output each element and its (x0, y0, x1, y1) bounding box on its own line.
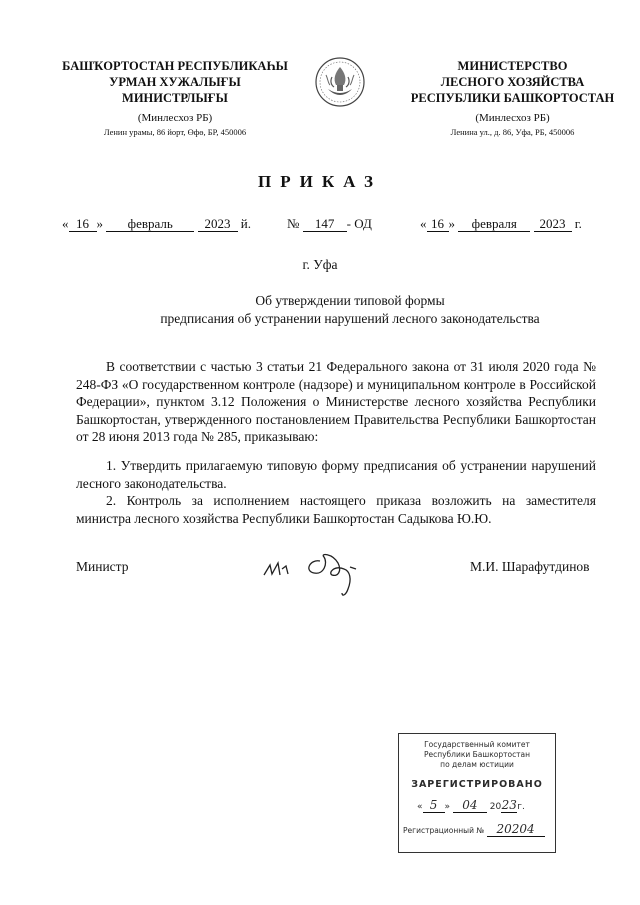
org-abbr-ru: (Минлесхоз РБ) (475, 112, 550, 124)
order-item-2: 2. Контроль за исполнением настоящего приказа возложить на заместителя министра лесного хозяйства Республики Башкортостан Садыкова Ю.Ю. (76, 493, 596, 526)
order-number-suffix: - ОД (346, 216, 372, 231)
stamp-year-prefix: 20 (489, 802, 502, 812)
preamble-paragraph: В соответствии с частью 3 статьи 21 Федерального закона от 31 июля 2020 года № 248-ФЗ «О государственном контроле (надзоре) и муниципальном контроле в Российской Федерации», пунктом 3.12 Положения о Министерстве лесного хозяйства Республики Башкортостан, утвержденного постановлением Правительства Республики Башкортостан от 28 июня 2013 года № 285, приказываю: (76, 359, 596, 444)
date-ru-day: 16 (427, 217, 449, 232)
stamp-org-line-2: Республики Башкортостан (423, 750, 531, 759)
date-ba-suffix: й. (240, 216, 251, 231)
date-ru (420, 216, 582, 232)
header-left (60, 58, 290, 137)
stamp-close-quote: » (444, 802, 451, 812)
stamp-org-line-3: по делам юстиции (440, 760, 514, 769)
stamp-registered-label: ЗАРЕГИСТРИРОВАНО (411, 779, 543, 790)
stamp-org (399, 740, 555, 770)
date-ba-close-quote: » (96, 216, 103, 231)
org-name-ru-line-2: ЛЕСНОГО ХОЗЯЙСТВА (440, 75, 585, 89)
document-title: ПРИКАЗ (258, 172, 382, 191)
stamp-day: 5 (423, 798, 445, 813)
date-ba (62, 216, 251, 232)
order-item-1: 1. Утвердить прилагаемую типовую форму предписания об устранении нарушений лесного законодательства. (76, 458, 596, 491)
registration-stamp (398, 733, 556, 853)
date-ru-month: февраля (458, 217, 530, 232)
date-ba-year: 2023 (198, 217, 238, 232)
header-right (405, 58, 620, 137)
date-ru-close-quote: » (448, 216, 455, 231)
stamp-year: 23 (501, 798, 517, 812)
order-number-prefix: № (287, 216, 300, 231)
subject-line-2: предписания об устранении нарушений лесного законодательства (160, 311, 540, 326)
stamp-reg-label: Регистрационный № (403, 826, 485, 835)
org-name-ru-line-1: МИНИСТЕРСТВО (457, 59, 568, 73)
org-abbr-ba: (Минлесхоз РБ) (137, 112, 213, 124)
signatory-title: Министр (76, 559, 129, 574)
stamp-open-quote: « (417, 802, 423, 812)
stamp-reg-number (399, 822, 555, 837)
subject-line-1: Об утверждении типовой формы (255, 293, 445, 308)
org-name-ba-line-2: УРМАН ХУЖАЛЫҒЫ (109, 75, 241, 89)
stamp-org-line-1: Государственный комитет (424, 740, 530, 749)
stamp-month: 04 (453, 798, 487, 813)
date-ba-day: 16 (69, 217, 97, 232)
stamp-year-suffix: г. (517, 802, 525, 812)
order-number-value: 147 (303, 217, 347, 232)
stamp-date (399, 798, 555, 813)
org-name-ba-line-1: БАШҠОРТОСТАН РЕСПУБЛИКАҺЫ (62, 59, 288, 73)
stamp-reg-number-value: 20204 (487, 822, 545, 837)
date-ba-month: февраль (106, 217, 194, 232)
city: г. Уфа (302, 257, 338, 272)
date-ru-year: 2023 (534, 217, 572, 232)
date-ba-open-quote: « (62, 216, 69, 231)
handwritten-signature (258, 545, 383, 600)
date-ru-open-quote: « (420, 216, 427, 231)
coat-of-arms-emblem (314, 55, 366, 109)
address-ba: Ленин урамы, 86 йорт, Өфө, БР, 450006 (103, 127, 247, 137)
date-ru-suffix: г. (574, 216, 582, 231)
org-name-ru-line-3: РЕСПУБЛИКИ БАШКОРТОСТАН (410, 91, 615, 105)
org-name-ba-line-3: МИНИСТРЛЫҒЫ (122, 91, 228, 105)
order-subject (60, 292, 640, 328)
signatory-name: М.И. Шарафутдинов (470, 559, 590, 574)
address-ru: Ленина ул., д. 86, Уфа, РБ, 450006 (450, 127, 575, 137)
order-number (287, 216, 372, 232)
